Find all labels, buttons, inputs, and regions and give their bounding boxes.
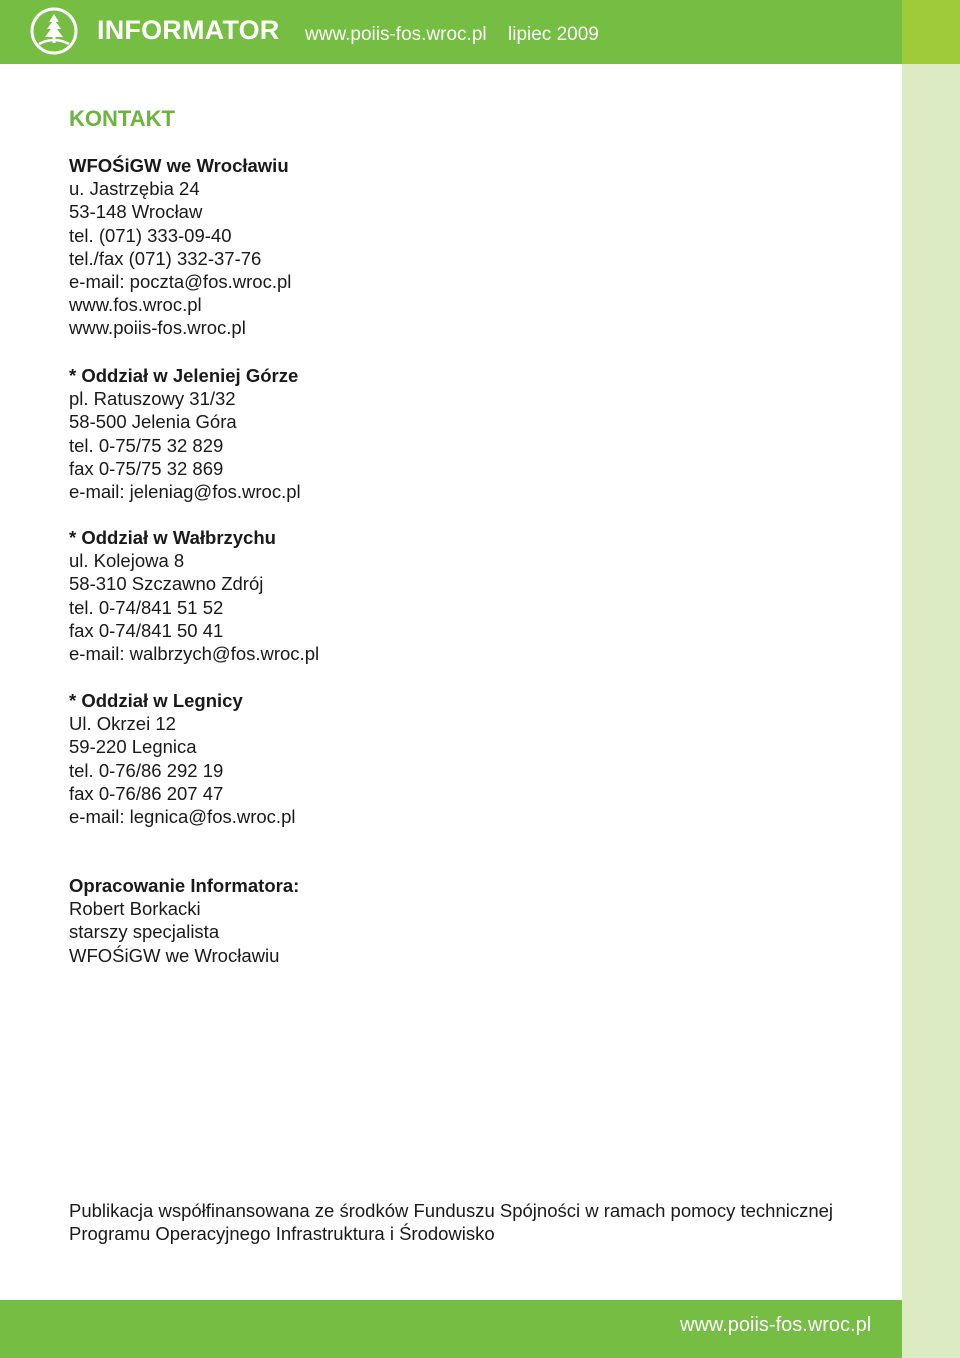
preparation-heading: Opracowanie Informatora: <box>69 875 300 896</box>
branch-phone: tel. 0-76/86 292 19 <box>69 759 224 781</box>
main-office-fax: tel./fax (071) 332-37-76 <box>69 247 262 269</box>
branch-jelenia-gora <box>69 364 301 503</box>
branch-email[interactable]: e-mail: walbrzych@fos.wroc.pl <box>69 643 320 665</box>
branch-name: * Oddział w Legnicy <box>69 690 243 711</box>
tree-logo-icon <box>29 6 79 56</box>
main-office-email[interactable]: e-mail: poczta@fos.wroc.pl <box>69 271 292 293</box>
branch-name: * Oddział w Wałbrzychu <box>69 527 276 548</box>
branch-email[interactable]: e-mail: jeleniag@fos.wroc.pl <box>69 481 301 503</box>
author-name: Robert Borkacki <box>69 898 201 920</box>
footer-url[interactable]: www.poiis-fos.wroc.pl <box>680 1314 872 1336</box>
branch-street: pl. Ratuszowy 31/32 <box>69 388 236 410</box>
branch-fax: fax 0-74/841 50 41 <box>69 619 224 641</box>
side-strip <box>902 0 960 1358</box>
main-office-postal: 53-148 Wrocław <box>69 201 203 223</box>
branch-fax: fax 0-75/75 32 869 <box>69 457 224 479</box>
branch-email[interactable]: e-mail: legnica@fos.wroc.pl <box>69 806 296 828</box>
header-title: INFORMATOR <box>97 15 280 45</box>
main-office-contact <box>69 154 291 340</box>
branch-postal: 59-220 Legnica <box>69 736 197 758</box>
main-office-street: u. Jastrzębia 24 <box>69 178 200 200</box>
branch-postal: 58-500 Jelenia Góra <box>69 411 237 433</box>
header-url[interactable]: www.poiis-fos.wroc.pl <box>305 24 487 45</box>
main-office-website-poiis[interactable]: www.poiis-fos.wroc.pl <box>69 317 246 339</box>
publication-line-2: Programu Operacyjnego Infrastruktura i Środowisko <box>69 1223 495 1245</box>
branch-phone: tel. 0-75/75 32 829 <box>69 434 224 456</box>
branch-phone: tel. 0-74/841 51 52 <box>69 596 224 618</box>
branch-postal: 58-310 Szczawno Zdrój <box>69 573 264 595</box>
main-office-website[interactable]: www.fos.wroc.pl <box>69 294 202 316</box>
branch-fax: fax 0-76/86 207 47 <box>69 782 224 804</box>
side-accent <box>902 0 960 64</box>
branch-legnica <box>69 689 295 828</box>
publication-note <box>69 1199 833 1245</box>
main-office-name: WFOŚiGW we Wrocławiu <box>69 155 289 176</box>
preparation-credits <box>69 874 299 967</box>
author-role: starszy specjalista <box>69 921 220 943</box>
publication-line-1: Publikacja współfinansowana ze środków Funduszu Spójności w ramach pomocy technicznej <box>69 1200 834 1221</box>
branch-name: * Oddział w Jeleniej Górze <box>69 365 299 386</box>
author-organization: WFOŚiGW we Wrocławiu <box>69 944 280 966</box>
header-date: lipiec 2009 <box>508 24 599 45</box>
branch-street: Ul. Okrzei 12 <box>69 713 176 735</box>
main-office-phone: tel. (071) 333-09-40 <box>69 224 232 246</box>
branch-street: ul. Kolejowa 8 <box>69 550 185 572</box>
section-title: KONTAKT <box>69 106 175 131</box>
branch-walbrzych <box>69 526 319 665</box>
